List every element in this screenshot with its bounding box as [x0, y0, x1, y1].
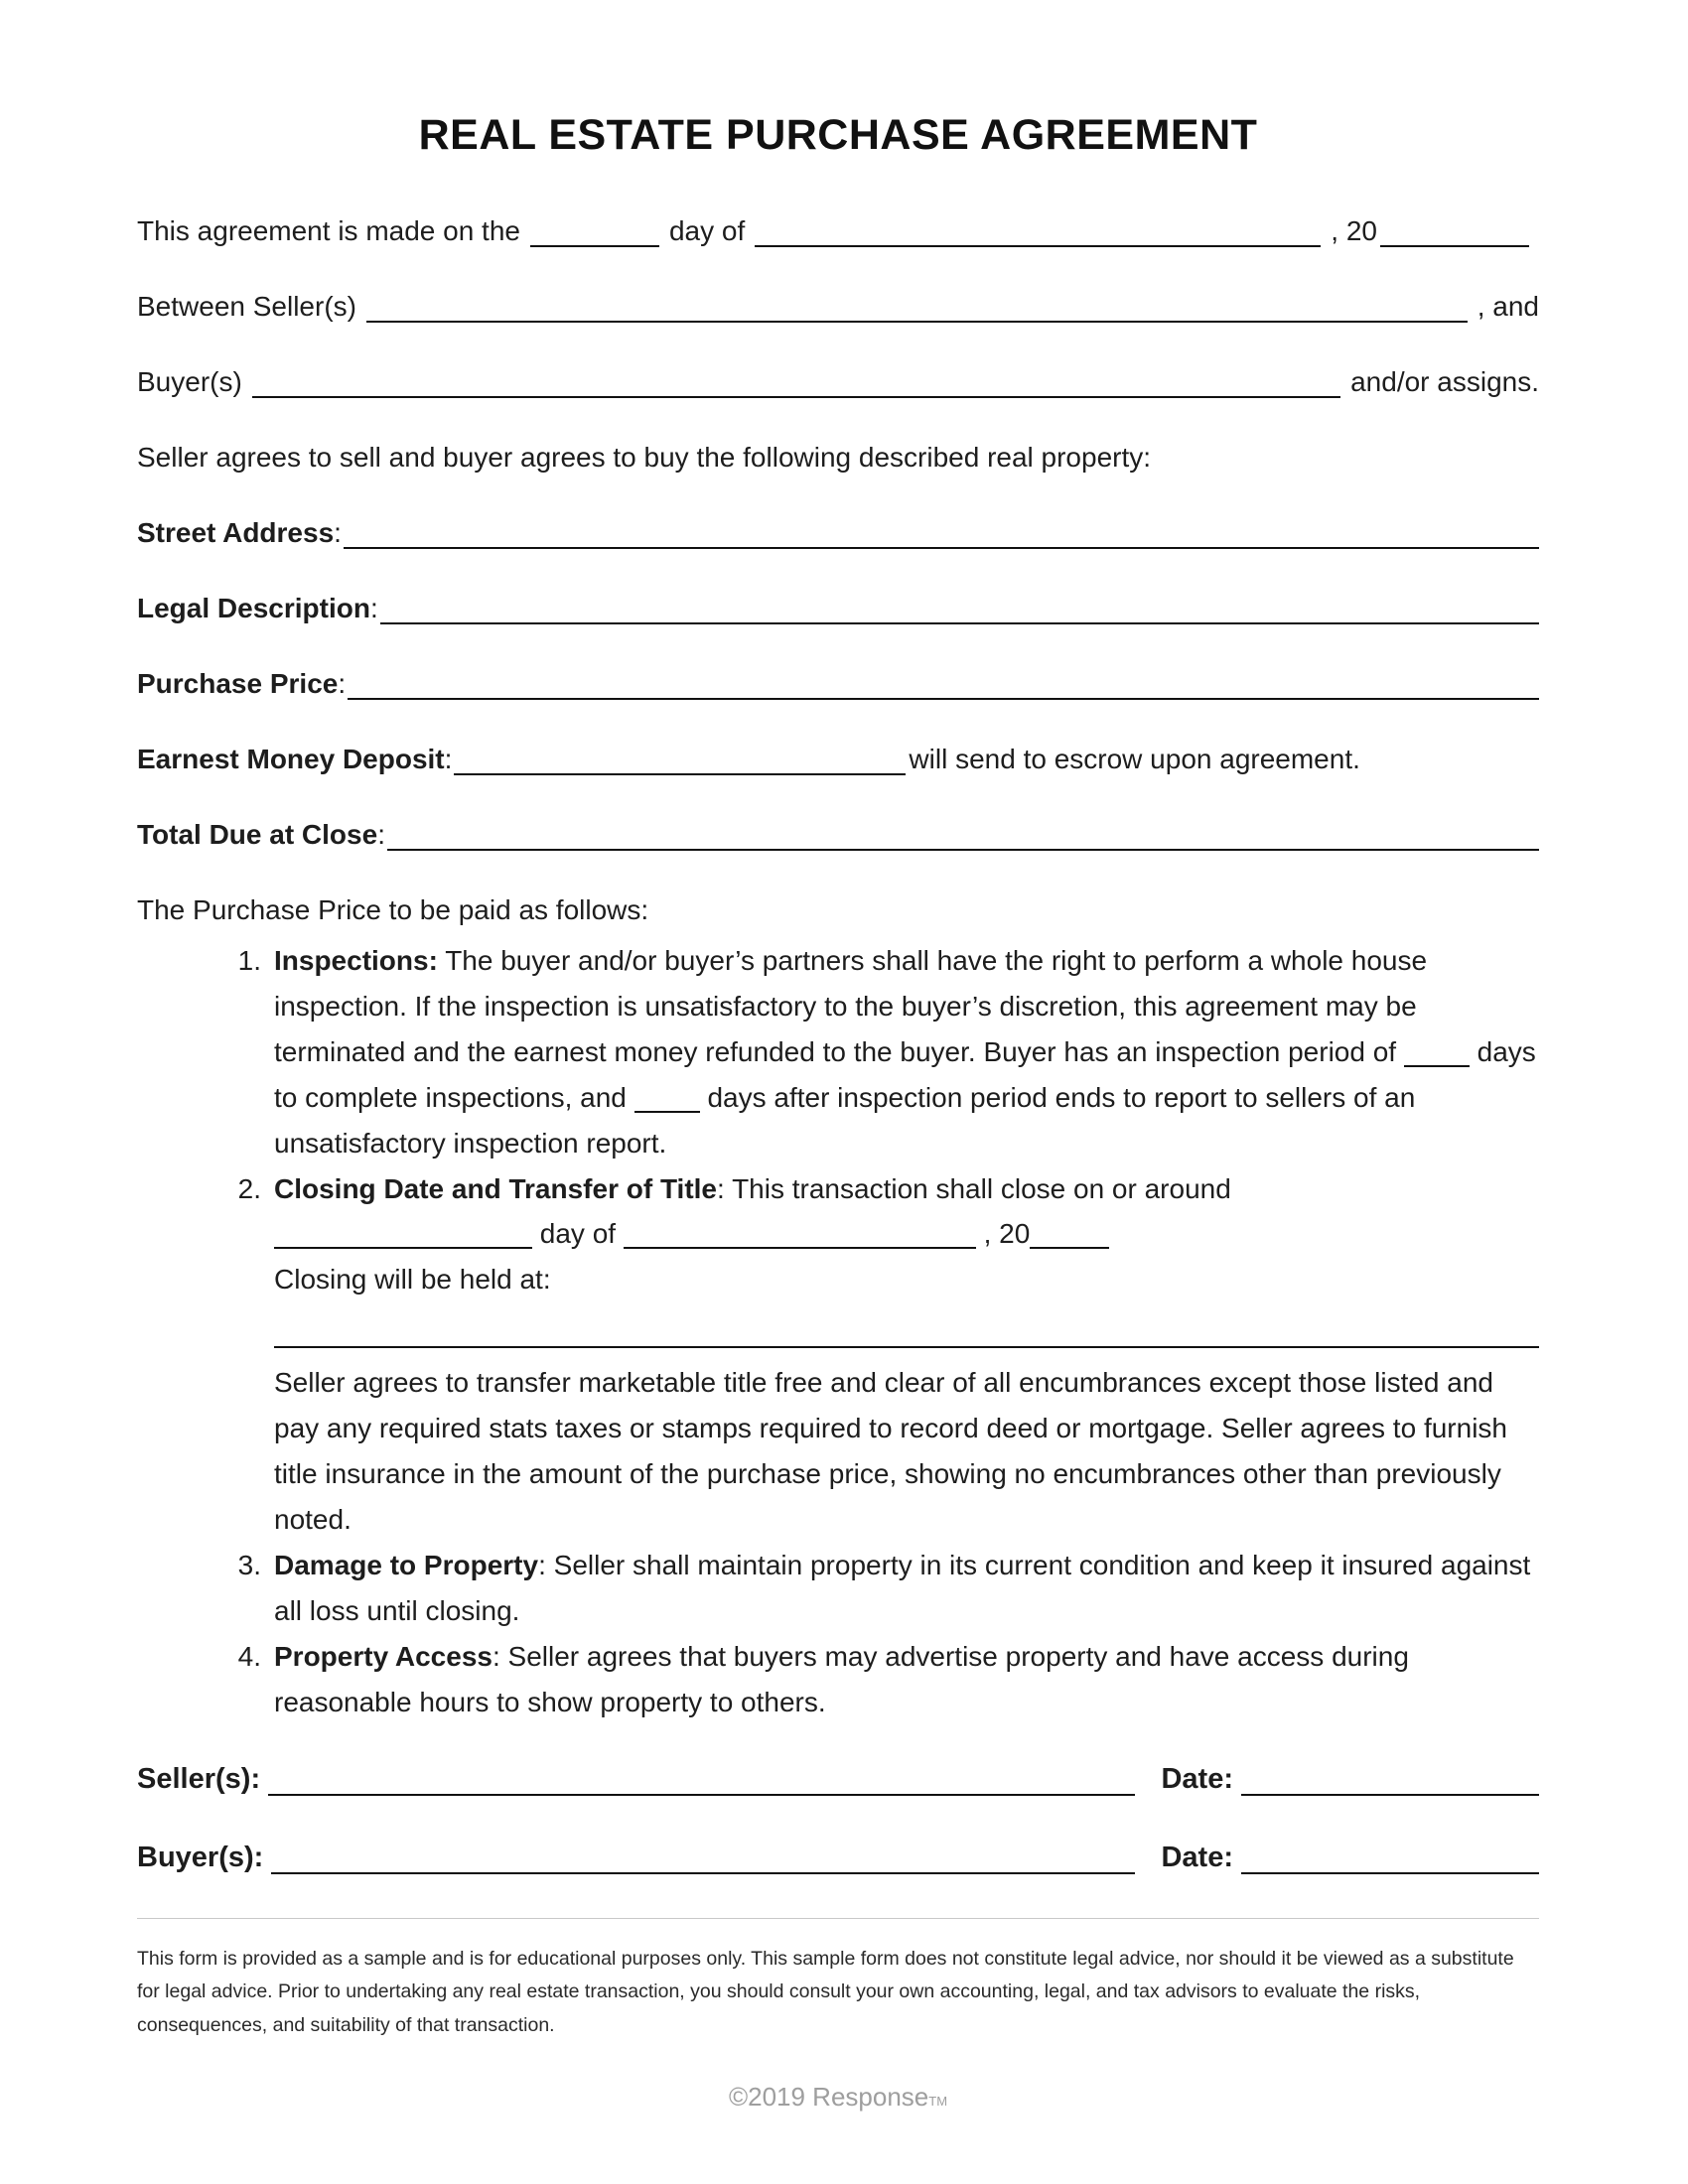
earnest-money-label: Earnest Money Deposit	[137, 744, 445, 774]
assigns-suffix-text: and/or assigns.	[1350, 366, 1539, 397]
disclaimer-text: This form is provided as a sample and is for educational purposes only. This sample form does not constitute legal advice, nor should it be viewed as a substitute for legal advice. Prior to undertaking any real estate transaction, you should consult your own accounting, legal, and tax advisors to evaluate the risks, consequences, and suitability of that transaction.	[137, 1918, 1539, 2043]
sellers-date-blank[interactable]	[1241, 1790, 1539, 1796]
damage-body	[274, 1543, 1539, 1634]
purchase-price-label: Purchase Price	[137, 668, 339, 699]
closing-month-blank[interactable]	[624, 1247, 976, 1249]
trademark-text: TM	[928, 2094, 948, 2110]
total-due-label: Total Due at Close	[137, 819, 378, 850]
item-number: 4.	[237, 1640, 261, 1672]
total-due-colon: :	[377, 819, 385, 850]
earnest-money-colon: :	[444, 744, 453, 774]
list-item-inspections	[137, 938, 1539, 1166]
terms-list	[137, 938, 1539, 1725]
between-sellers-text: Between Seller(s)	[137, 291, 356, 322]
total-due-blank[interactable]	[387, 845, 1539, 851]
list-item-access	[137, 1634, 1539, 1725]
buyers-name-blank[interactable]	[252, 392, 1340, 398]
inspections-body	[274, 938, 1539, 1166]
closing-body	[274, 1166, 1539, 1543]
closing-held-at-text: Closing will be held at:	[274, 1264, 551, 1296]
closing-day-of-text: day of	[539, 1218, 617, 1250]
buyers-line	[137, 366, 1539, 398]
sellers-name-blank[interactable]	[366, 317, 1468, 323]
street-address-label: Street Address	[137, 517, 335, 548]
month-blank[interactable]	[755, 241, 1321, 247]
document-title: REAL ESTATE PURCHASE AGREEMENT	[418, 111, 1258, 159]
inspections-text-b: days to complete inspections, and	[274, 1035, 1536, 1113]
escrow-suffix-text: will send to escrow upon agreement.	[909, 744, 1360, 774]
inspections-text-c: days after inspection period ends to report to sellers of an unsatisfactory inspection report.	[274, 1081, 1416, 1159]
street-address-blank[interactable]	[344, 543, 1539, 549]
closing-head-line	[274, 1166, 1539, 1212]
earnest-money-row	[137, 744, 1539, 775]
title-transfer-text: Seller agrees to transfer marketable title free and clear of all encumbrances except those listed and pay any required stats taxes or stamps required to record deed or mortgage. Seller agrees to furnish title insurance in the amount of the purchase price, showing no encumbrances other than previously noted.	[274, 1367, 1507, 1535]
closing-day-blank[interactable]	[274, 1247, 532, 1249]
purchase-price-row	[137, 668, 1539, 700]
inspections-text-a: The buyer and/or buyer’s partners shall have the right to perform a whole house inspection. If the inspection is unsatisfactory to the buyer’s discretion, this agreement may be terminated and the earnest money refunded to the buyer. Buyer has an inspection period of	[274, 945, 1428, 1067]
copyright-text: ©2019 Response	[728, 2082, 929, 2113]
sellers-date-label: Date:	[1161, 1762, 1233, 1795]
item-number: 2.	[237, 1172, 261, 1204]
access-text: : Seller agrees that buyers may advertise property and have access during reasonable hours to show property to others.	[274, 1640, 1409, 1717]
sellers-signature-row	[137, 1763, 1539, 1796]
property-intro-text: Seller agrees to sell and buyer agrees to buy the following described real property:	[137, 442, 1152, 473]
legal-description-label: Legal Description	[137, 593, 370, 623]
sellers-signature-label: Seller(s):	[137, 1762, 261, 1795]
inspection-period-days-blank[interactable]	[1404, 1065, 1470, 1067]
footer-copyright	[137, 2082, 1539, 2113]
property-intro-line	[137, 442, 1539, 474]
closing-text-a: : This transaction shall close on or around	[717, 1172, 1231, 1204]
buyers-signature-blank[interactable]	[271, 1868, 1135, 1874]
inspections-label: Inspections:	[274, 945, 438, 976]
closing-label: Closing Date and Transfer of Title	[274, 1172, 718, 1204]
buyers-date-blank[interactable]	[1241, 1868, 1539, 1874]
year-blank[interactable]	[1380, 241, 1529, 247]
report-days-blank[interactable]	[634, 1111, 700, 1113]
sellers-signature-blank[interactable]	[268, 1790, 1135, 1796]
legal-description-row	[137, 593, 1539, 624]
terms-intro-text: The Purchase Price to be paid as follows:	[137, 894, 649, 925]
legal-description-colon: :	[369, 593, 378, 623]
agreement-made-text: This agreement is made on the	[137, 215, 520, 246]
legal-description-blank[interactable]	[380, 618, 1539, 624]
list-item-damage	[137, 1543, 1539, 1634]
street-address-colon: :	[334, 517, 342, 548]
agreement-date-line	[137, 215, 1539, 247]
total-due-row	[137, 819, 1539, 851]
item-number: 1.	[237, 945, 261, 976]
day-blank[interactable]	[530, 241, 659, 247]
closing-year-blank[interactable]	[1030, 1247, 1109, 1249]
street-address-row	[137, 517, 1539, 549]
buyers-date-label: Date:	[1161, 1841, 1233, 1873]
earnest-money-blank[interactable]	[454, 769, 906, 775]
list-item-closing	[137, 1166, 1539, 1543]
damage-text: : Seller shall maintain property in its current condition and keep it insured against all loss until closing.	[274, 1549, 1531, 1626]
sellers-line	[137, 291, 1539, 323]
buyers-signature-label: Buyer(s):	[137, 1841, 264, 1873]
access-label: Property Access	[274, 1640, 492, 1672]
day-of-text: day of	[668, 215, 746, 246]
closing-location-blank[interactable]	[274, 1302, 1539, 1348]
item-number: 3.	[237, 1549, 261, 1580]
purchase-price-blank[interactable]	[348, 694, 1539, 700]
closing-year-prefix-text: , 20	[983, 1218, 1031, 1250]
access-body	[274, 1634, 1539, 1725]
and-suffix-text: , and	[1477, 291, 1539, 322]
purchase-price-colon: :	[338, 668, 347, 699]
buyers-signature-row	[137, 1842, 1539, 1874]
damage-label: Damage to Property	[274, 1549, 539, 1580]
buyers-text: Buyer(s)	[137, 366, 242, 397]
closing-date-line	[274, 1211, 1539, 1257]
year-prefix-text: , 20	[1331, 215, 1377, 246]
